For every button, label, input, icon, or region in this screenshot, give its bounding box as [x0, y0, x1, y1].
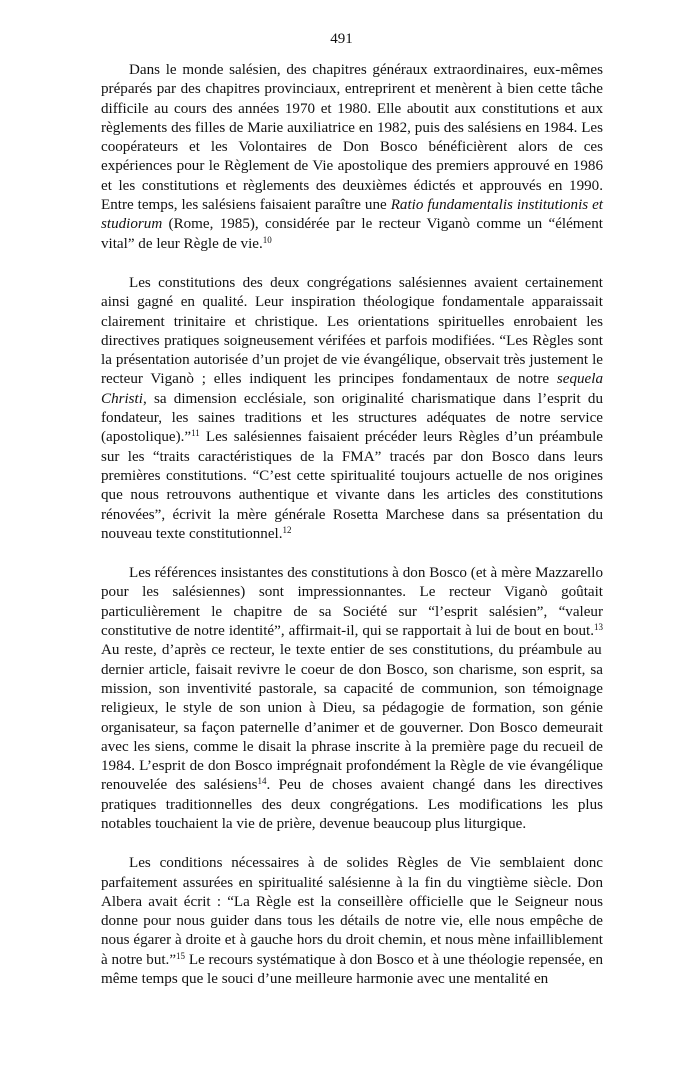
paragraph-2-text: Les constitutions des deux congrégations salésiennes avaient certainement ainsi gagné en qualité. Leur inspiration théologique fondamentale apparaissait clairement trinitaire et christique. Les orientations spirituelles enrobaient les directives pratiques soigneusement vérifées et parfois modifiées. “Les Règles sont la présentation autorisée d’un projet de vie évangélique, observait très justement le recteur Viganò ; elles indiquent les principes fondamentaux de notre [101, 274, 603, 388]
footnote-ref-13: 13 [594, 622, 603, 633]
paragraph-2-text-cont: , sa dimension ecclésiale, son originalité charismatique dans l’esprit du fondateur, les saines traditions et les structures adéquates de notre service (apostolique).” [101, 390, 603, 446]
paragraph-4-text-cont: Le recours systématique à don Bosco et à une théologie repensée, en même temps que le souci d’une meilleure harmonie avec une mentalité en [101, 951, 603, 988]
body-text [101, 61, 603, 989]
footnote-ref-10: 10 [262, 234, 272, 245]
paragraph-2 [101, 274, 603, 544]
latin-phrase-italic: sequela Christi [101, 371, 603, 407]
paragraph-1 [101, 61, 603, 254]
paragraph-3-text-end: . Peu de choses avaient changé dans les directives pratiques traditionnelles des deux congrégations. Les modifications les plus notables touchaient la vie de prière, devenue beaucoup plus liturgique. [101, 777, 604, 832]
paragraph-3-text-cont: Au reste, d’après ce recteur, le texte entier de ses constitutions, du préambule au dernier article, faisait revivre le coeur de don Bosco, son charisme, son esprit, sa mission, son inventivité pastorale, sa capacité de communion, son témoignage religieux, le style de son union à Dieu, sa pédagogie de formation, son génie organisateur, sa façon paternelle d’animer et de gouverner. Don Bosco demeurait avec les siens, comme le disait la phrase inscrite à la première page du recueil de 1984. L’esprit de don Bosco imprégnait profondément la Règle de vie évangélique renouvelée des salésiens [101, 642, 603, 794]
paragraph-1-text-cont: (Rome, 1985), considérée par le recteur Viganò comme un “élément vital” de leur Règle de vie. [101, 216, 603, 252]
paragraph-4-text: Les conditions nécessaires à de solides Règles de Vie semblaient donc parfaitement assurées en spiritualité salésienne à la fin du vingtième siècle. Don Albera avait écrit : “La Règle est la conseillère officielle que le Seigneur nous donne pour nous guider dans tous les détails de notre vie, elle nous empêche de nous égarer à droite et à gauche hors du droit chemin, et nous mène infailliblement à notre but.” [101, 855, 603, 968]
footnote-ref-15: 15 [176, 950, 186, 961]
paragraph-4 [101, 854, 603, 989]
paragraph-3-text: Les références insistantes des constitutions à don Bosco (et à mère Mazzarello pour les salésiennes) sont impressionnantes. Le recteur Viganò goûtait particulièrement le chapitre de sa Société sur “l’esprit salésien”, “valeur constitutive de notre identité”, affirmait-il, qui se rapportait à lui de bout en bout. [101, 565, 603, 640]
footnote-ref-14: 14 [257, 776, 267, 787]
page-number: 491 [330, 31, 353, 47]
paragraph-2-text-end: Les salésiennes faisaient précéder leurs Règles d’un préambule sur les “traits caractéristiques de la FMA” tracés par don Bosco dans leurs premières constitutions. “C’est cette spiritualité toujours actuelle de nos origines que nous retrouvons authentique et vivante dans les articles des constitutions rénovées”, écrivit la mère générale Rosetta Marchese dans sa présentation du nouveau texte constitutionnel. [101, 429, 603, 542]
paragraph-1-text: Dans le monde salésien, des chapitres généraux extraordinaires, eux-mêmes préparés par des chapitres provinciaux, entreprirent et menèrent à bien cette tâche difficile au cours des années 1970 et 1980. Elle aboutit aux constitutions et aux règlements des filles de Marie auxiliatrice en 1982, puis des salésiens en 1984. Les coopérateurs et les Volontaires de Don Bosco bénéficièrent alors de ces expériences pour le Règlement de Vie apostolique des premiers approuvé en 1986 et les constitutions et règlements des deuxièmes édictés et approuvés en 1990. Entre temps, les salésiens faisaient paraître une [101, 62, 603, 214]
paragraph-3 [101, 564, 603, 834]
footnote-ref-12: 12 [282, 524, 292, 535]
footnote-ref-11: 11 [191, 428, 200, 439]
work-title-italic: Ratio fundamentalis institutionis et studiorum [101, 197, 603, 233]
